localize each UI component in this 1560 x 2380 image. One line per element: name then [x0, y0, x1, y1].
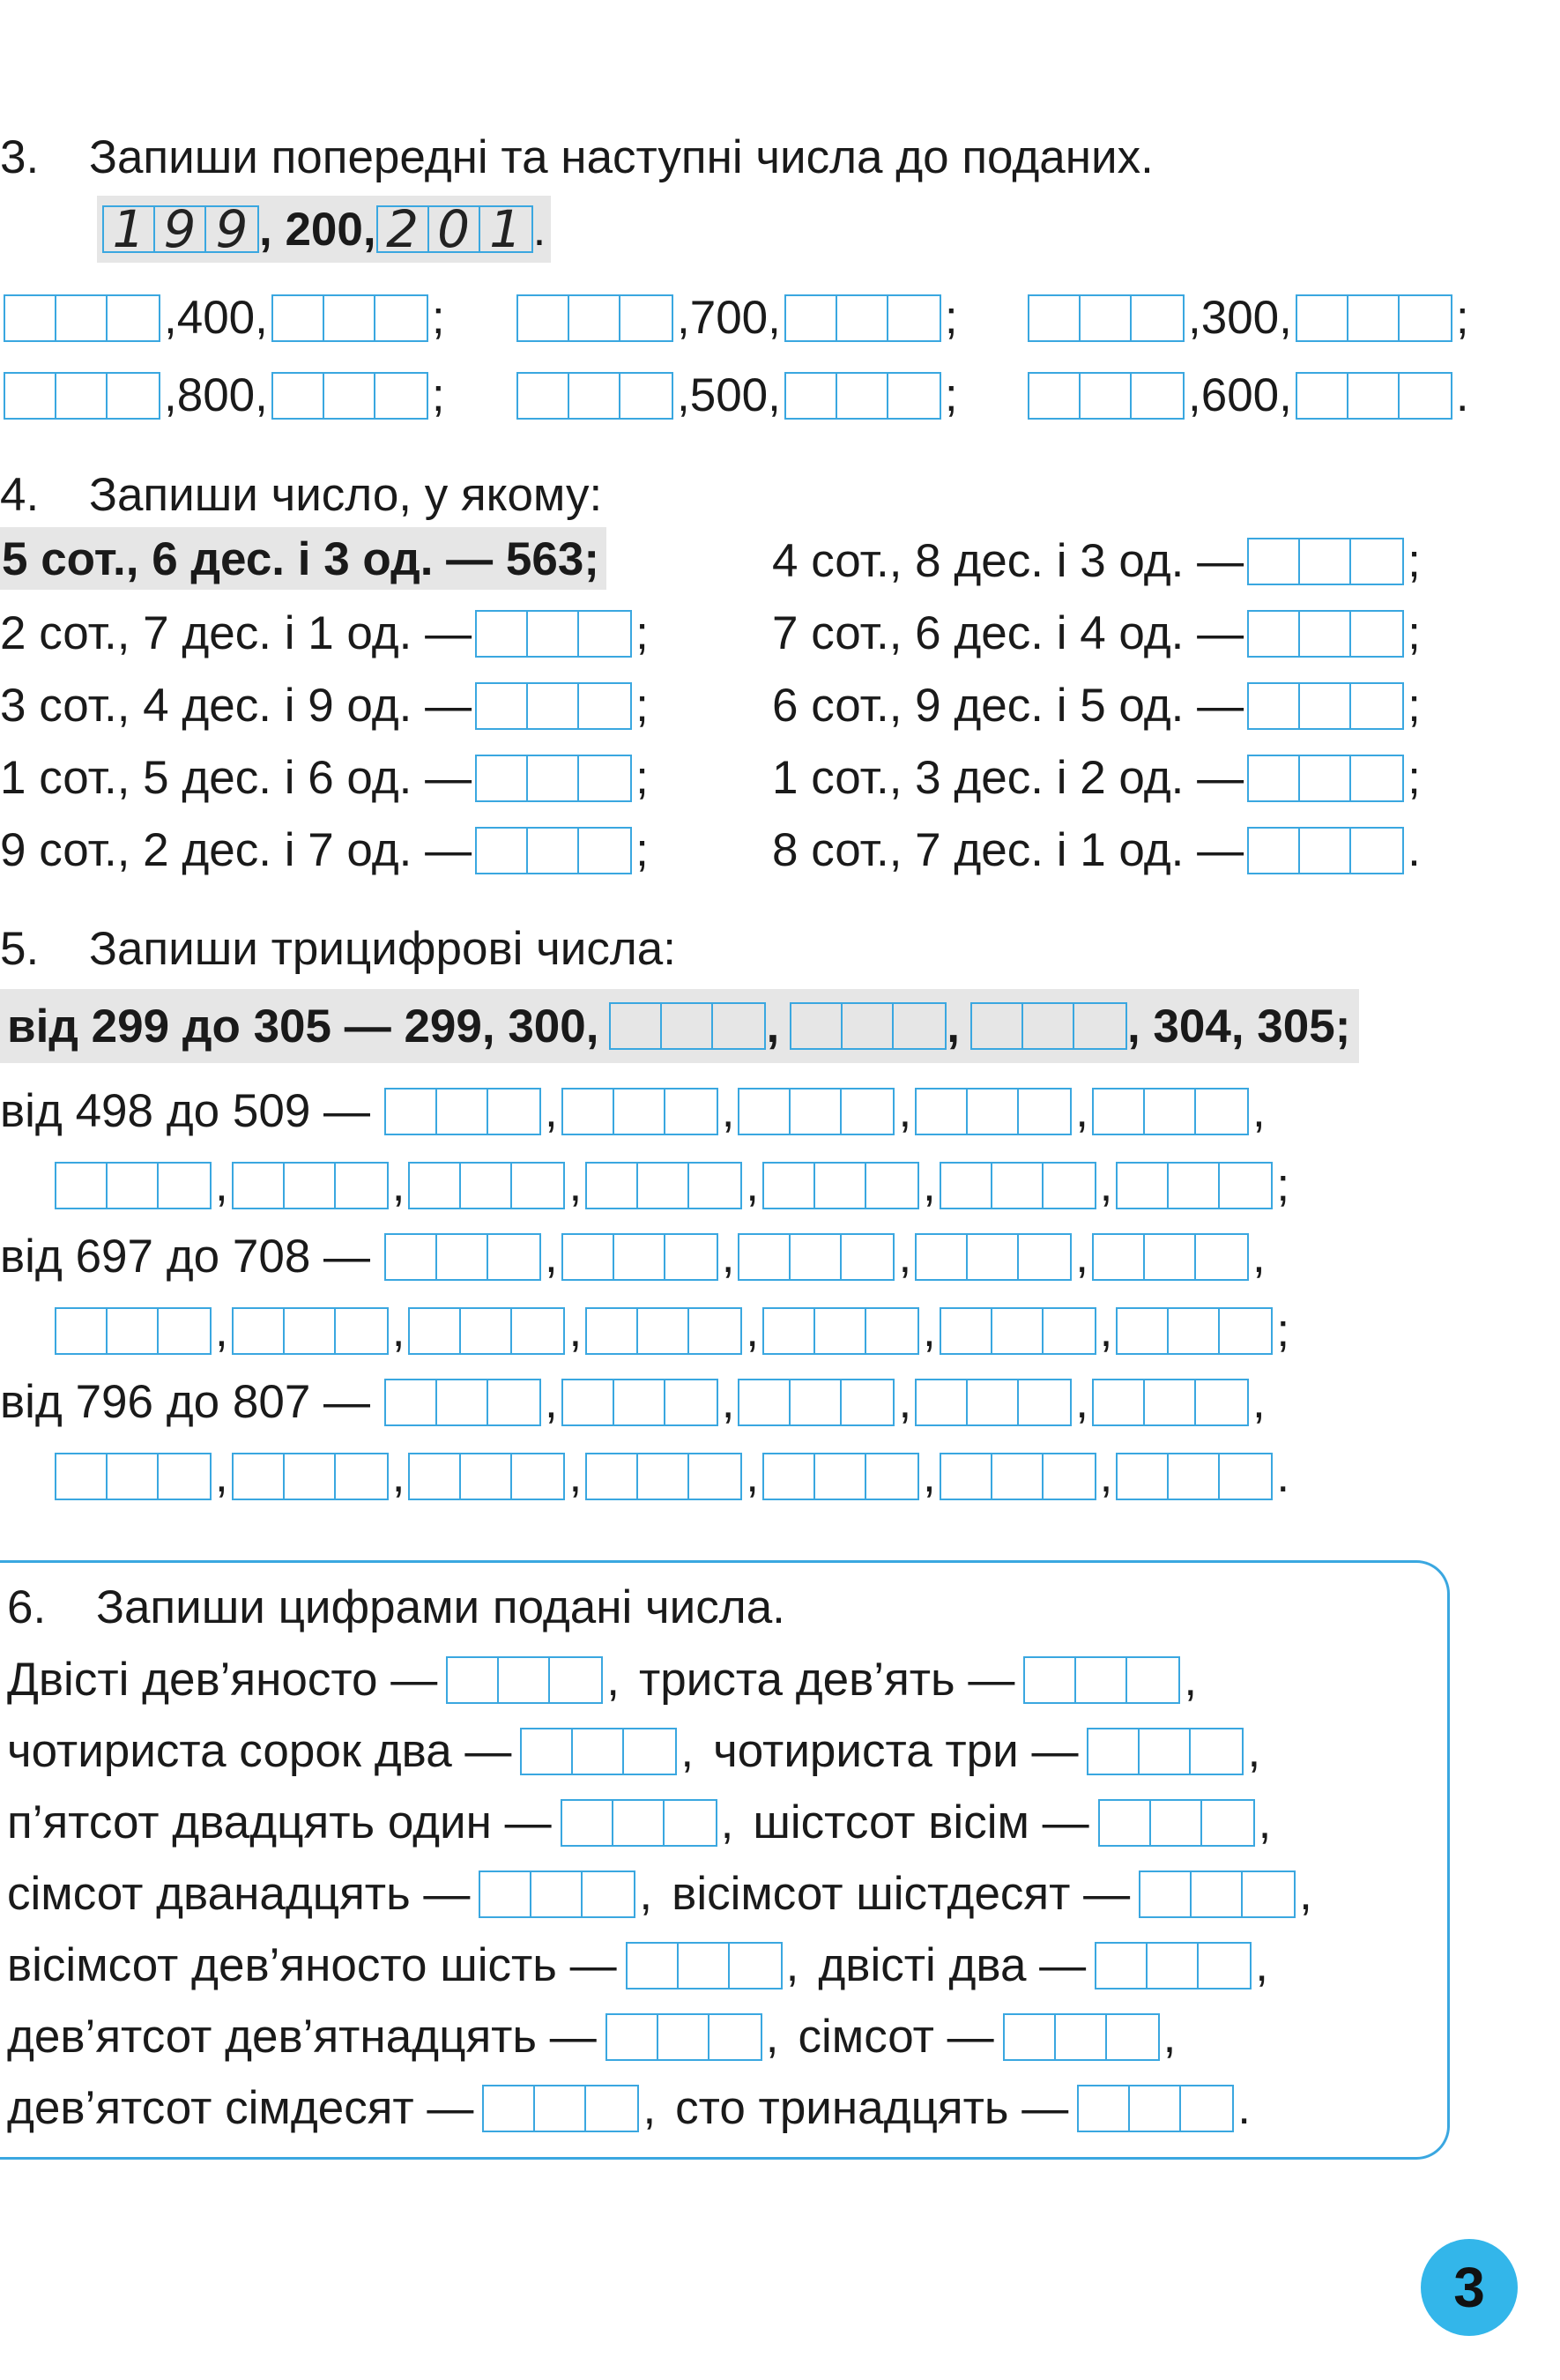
task4-number: 4.	[0, 469, 40, 521]
answer-box[interactable]	[561, 1379, 718, 1426]
task3-instruction: Запиши попередні та наступні числа до поданих.	[88, 131, 1154, 183]
task4-left-item: 3 сот., 4 дес. і 9 од. — ;	[0, 680, 649, 732]
task6-item: дев’ятсот сімдесят — , сто тринадцять — .	[7, 2082, 1251, 2134]
answer-box-next: 2 0 1	[376, 205, 533, 253]
task6-number: 6.	[7, 1581, 47, 1633]
answer-box[interactable]	[790, 1002, 947, 1050]
answer-box[interactable]	[738, 1088, 895, 1135]
answer-box[interactable]	[738, 1379, 895, 1426]
task3-item: ,300, ;	[1024, 291, 1469, 345]
answer-box[interactable]	[585, 1453, 742, 1500]
answer-box[interactable]	[232, 1307, 389, 1355]
task4-right-item: 6 сот., 9 дес. і 5 од. — ;	[772, 680, 1421, 732]
answer-box[interactable]	[1092, 1379, 1249, 1426]
task3-item: ,800, ;	[0, 368, 445, 422]
answer-box[interactable]	[271, 372, 428, 420]
answer-box[interactable]	[475, 682, 632, 730]
answer-box[interactable]	[1247, 538, 1404, 585]
answer-box[interactable]	[384, 1233, 541, 1281]
answer-box[interactable]	[408, 1453, 565, 1500]
answer-box[interactable]	[915, 1379, 1072, 1426]
task4-right-item: 8 сот., 7 дес. і 1 од. — .	[772, 824, 1421, 876]
task5-range-line1: від 697 до 708 — , , , , ,	[0, 1231, 1266, 1283]
answer-box[interactable]	[1098, 1799, 1255, 1847]
answer-box[interactable]	[762, 1307, 919, 1355]
answer-box[interactable]	[1116, 1162, 1273, 1209]
task4-instruction: Запиши число, у якому:	[88, 469, 603, 521]
task3-item: ,500, ;	[513, 368, 958, 422]
answer-box[interactable]	[1139, 1871, 1296, 1918]
answer-box[interactable]	[605, 2013, 762, 2061]
answer-box[interactable]	[1296, 294, 1452, 342]
task3-example: 1 9 9 , 200, 2 0 1 .	[97, 196, 551, 263]
answer-box[interactable]	[940, 1453, 1096, 1500]
answer-box[interactable]	[408, 1307, 565, 1355]
answer-box[interactable]	[1247, 682, 1404, 730]
answer-box[interactable]	[1247, 827, 1404, 874]
answer-box[interactable]	[1116, 1307, 1273, 1355]
example-middle: , 200,	[259, 203, 376, 256]
answer-box[interactable]	[609, 1002, 766, 1050]
task4-left-item: 9 сот., 2 дес. і 7 од. — ;	[0, 824, 649, 876]
task5-range-line2: , , , , , , .	[51, 1449, 1289, 1503]
answer-box[interactable]	[4, 372, 160, 420]
answer-box[interactable]	[446, 1656, 603, 1704]
answer-box[interactable]	[1003, 2013, 1160, 2061]
answer-box[interactable]	[561, 1088, 718, 1135]
answer-box[interactable]	[232, 1162, 389, 1209]
answer-box[interactable]	[940, 1307, 1096, 1355]
task5-instruction: Запиши трицифрові числа:	[88, 923, 676, 975]
answer-box[interactable]	[585, 1307, 742, 1355]
answer-box[interactable]	[520, 1728, 677, 1775]
task5-range-line1: від 498 до 509 — , , , , ,	[0, 1085, 1266, 1137]
page-number: 3	[1421, 2239, 1518, 2336]
answer-box[interactable]	[1092, 1233, 1249, 1281]
task6-item: вісімсот дев’яносто шість — , двісті два — ,	[7, 1939, 1268, 1991]
task5-range-line1: від 796 до 807 — , , , , ,	[0, 1376, 1266, 1428]
task6-instruction: Запиши цифрами подані числа.	[95, 1581, 785, 1633]
task5-example: від 299 до 305 — 299, 300, , , , 304, 305;	[0, 989, 1359, 1063]
answer-box[interactable]	[479, 1871, 635, 1918]
task6-heading	[7, 1581, 785, 1633]
answer-box[interactable]	[1116, 1453, 1273, 1500]
answer-box[interactable]	[1296, 372, 1452, 420]
answer-box[interactable]	[475, 755, 632, 802]
task6-item: сімсот дванадцять — , вісімсот шістдесят — ,	[7, 1868, 1312, 1920]
task4-heading	[0, 469, 603, 521]
answer-box[interactable]	[384, 1088, 541, 1135]
answer-box[interactable]	[1028, 294, 1185, 342]
answer-box[interactable]	[516, 294, 673, 342]
task4-right-item: 7 сот., 6 дес. і 4 од. — ;	[772, 607, 1421, 659]
answer-box[interactable]	[475, 827, 632, 874]
task6-item: чотириста сорок два — , чотириста три — ,	[7, 1725, 1261, 1777]
answer-box[interactable]	[4, 294, 160, 342]
answer-box[interactable]	[1028, 372, 1185, 420]
answer-box[interactable]	[738, 1233, 895, 1281]
answer-box[interactable]	[940, 1162, 1096, 1209]
task6-item: дев’ятсот дев’ятнадцять — , сімсот — ,	[7, 2011, 1177, 2063]
answer-box[interactable]	[516, 372, 673, 420]
answer-box[interactable]	[915, 1233, 1072, 1281]
answer-box[interactable]	[762, 1453, 919, 1500]
task5-heading	[0, 923, 676, 975]
answer-box[interactable]	[55, 1453, 212, 1500]
answer-box-prev: 1 9 9	[102, 205, 259, 253]
task4-example: 5 сот., 6 дес. і 3 од. — 563;	[0, 527, 606, 590]
answer-box[interactable]	[1077, 2085, 1234, 2132]
task6-frame	[0, 1560, 1450, 2160]
answer-box[interactable]	[970, 1002, 1127, 1050]
answer-box[interactable]	[585, 1162, 742, 1209]
answer-box[interactable]	[408, 1162, 565, 1209]
answer-box[interactable]	[561, 1799, 717, 1847]
answer-box[interactable]	[1087, 1728, 1244, 1775]
task3-item: ,600, .	[1024, 368, 1469, 422]
task3-number: 3.	[0, 131, 40, 183]
task3-item: ,400, ;	[0, 291, 445, 345]
answer-box[interactable]	[561, 1233, 718, 1281]
task6-item: Двісті дев’яносто — , триста дев’ять — ,	[7, 1654, 1198, 1706]
answer-box[interactable]	[271, 294, 428, 342]
answer-box[interactable]	[232, 1453, 389, 1500]
task3-heading	[0, 131, 1154, 183]
task4-right-item: 1 сот., 3 дес. і 2 од. — ;	[772, 752, 1421, 804]
task6-item: п’ятсот двадцять один — , шістсот вісім — ,	[7, 1796, 1272, 1848]
answer-box[interactable]	[384, 1379, 541, 1426]
task5-number: 5.	[0, 923, 40, 975]
task5-range-line2: , , , , , , ;	[51, 1158, 1289, 1212]
answer-box[interactable]	[475, 610, 632, 658]
answer-box[interactable]	[1247, 755, 1404, 802]
task4-left-item: 2 сот., 7 дес. і 1 од. — ;	[0, 607, 649, 659]
answer-box[interactable]	[784, 372, 941, 420]
answer-box[interactable]	[762, 1162, 919, 1209]
task3-item: ,700, ;	[513, 291, 958, 345]
answer-box[interactable]	[1092, 1088, 1249, 1135]
answer-box[interactable]	[784, 294, 941, 342]
task4-left-item: 1 сот., 5 дес. і 6 од. — ;	[0, 752, 649, 804]
answer-box[interactable]	[55, 1162, 212, 1209]
task4-right-item: 4 сот., 8 дес. і 3 од. — ;	[772, 535, 1421, 587]
answer-box[interactable]	[1023, 1656, 1180, 1704]
answer-box[interactable]	[55, 1307, 212, 1355]
answer-box[interactable]	[626, 1942, 783, 1990]
answer-box[interactable]	[1247, 610, 1404, 658]
answer-box[interactable]	[482, 2085, 639, 2132]
answer-box[interactable]	[915, 1088, 1072, 1135]
answer-box[interactable]	[1095, 1942, 1252, 1990]
task5-range-line2: , , , , , , ;	[51, 1304, 1289, 1357]
